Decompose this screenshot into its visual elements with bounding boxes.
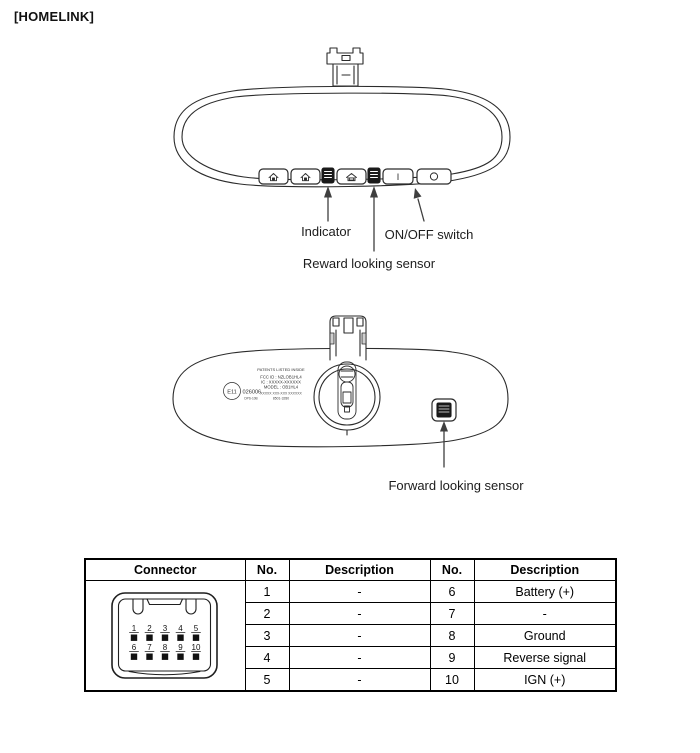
on-button <box>383 169 413 184</box>
forward-sensor-label: Forward looking sensor <box>388 478 524 493</box>
pinout-table <box>84 558 617 692</box>
pin-no-cell: 6 <box>430 581 474 603</box>
back-mount-stem <box>330 316 366 360</box>
connector-key-slot-right <box>186 599 196 614</box>
rearward-looking-sensor <box>368 168 380 183</box>
cert-mark-text: E11 <box>227 389 237 396</box>
forward-looking-sensor <box>432 399 456 421</box>
pin-no-cell: 10 <box>430 669 474 692</box>
pin-no-cell: 8 <box>430 625 474 647</box>
onoff-switch-label: ON/OFF switch <box>384 227 474 242</box>
pin-desc-cell: - <box>289 581 430 603</box>
pin-desc-cell: Battery (+) <box>474 581 616 603</box>
print-line: XXXXX XXX-XXX XXXXXX <box>260 391 302 396</box>
connector-drawing-cell <box>85 581 245 692</box>
header-desc-left: Description <box>289 559 430 581</box>
pin-no-cell: 1 <box>245 581 289 603</box>
print-line: IC : XXXXX-XXXXXX <box>261 379 301 385</box>
homelink-button-1 <box>259 169 288 184</box>
connector-diagram <box>109 589 221 683</box>
table-header-row <box>85 559 616 581</box>
cert-number-text: 026006 <box>242 389 262 396</box>
cert-sub-text: DPS-10B <box>244 396 258 401</box>
front-mount-stem <box>327 48 363 86</box>
onoff-arrow <box>418 199 424 221</box>
connector-key-tab-center <box>147 599 183 605</box>
pin-no-cell: 2 <box>245 603 289 625</box>
pin-number: 9 <box>178 642 183 652</box>
print-line: 8501-3280 <box>272 396 290 401</box>
onoff-arrowhead <box>414 188 422 199</box>
print-line: FCC ID : NZLOB1HL4 <box>260 374 302 380</box>
indicator-sensor <box>322 168 334 183</box>
pin-number: 7 <box>147 642 152 652</box>
pin-number: 5 <box>194 623 199 633</box>
page-title: [HOMELINK] <box>14 9 94 24</box>
connector-pin-row-bottom <box>130 643 201 660</box>
pin-desc-cell: - <box>289 625 430 647</box>
rearward-arrowhead <box>370 186 378 198</box>
connector-key-slot-left <box>133 599 143 614</box>
pin-number: 1 <box>132 623 137 633</box>
header-desc-right: Description <box>474 559 616 581</box>
pin-desc-cell: Reverse signal <box>474 647 616 669</box>
connector-pin-row-top <box>130 624 201 641</box>
pin-number: 6 <box>132 642 137 652</box>
pin-desc-cell: IGN (+) <box>474 669 616 692</box>
pin-number: 10 <box>191 642 201 652</box>
rearward-sensor-label: Reward looking sensor <box>302 256 436 271</box>
pin-no-cell: 7 <box>430 603 474 625</box>
pin-number: 3 <box>163 623 168 633</box>
pin-number: 8 <box>163 642 168 652</box>
print-line: PATENTS LISTED INSIDE <box>257 367 305 372</box>
front-mirror-diagram <box>174 48 510 251</box>
pin-no-cell: 3 <box>245 625 289 647</box>
pin-no-cell: 9 <box>430 647 474 669</box>
pin-desc-cell: - <box>474 603 616 625</box>
header-no-right: No. <box>430 559 474 581</box>
back-mirror-diagram <box>173 316 508 467</box>
homelink-button-3 <box>337 169 366 184</box>
on-glyph: I <box>396 172 400 182</box>
pin-desc-cell: - <box>289 647 430 669</box>
indicator-label: Indicator <box>301 224 351 239</box>
table-row <box>85 581 616 603</box>
connector-bottom-curve <box>129 671 200 674</box>
pin-no-cell: 4 <box>245 647 289 669</box>
header-connector: Connector <box>85 559 245 581</box>
pin-number: 4 <box>178 623 183 633</box>
indicator-arrowhead <box>324 186 332 198</box>
header-no-left: No. <box>245 559 289 581</box>
pin-desc-cell: - <box>289 603 430 625</box>
pin-number: 2 <box>147 623 152 633</box>
off-button <box>417 169 451 184</box>
pin-desc-cell: Ground <box>474 625 616 647</box>
pin-desc-cell: - <box>289 669 430 692</box>
homelink-button-2 <box>291 169 320 184</box>
pin-no-cell: 5 <box>245 669 289 692</box>
print-line: MODEL : OB1HL4 <box>263 384 299 390</box>
